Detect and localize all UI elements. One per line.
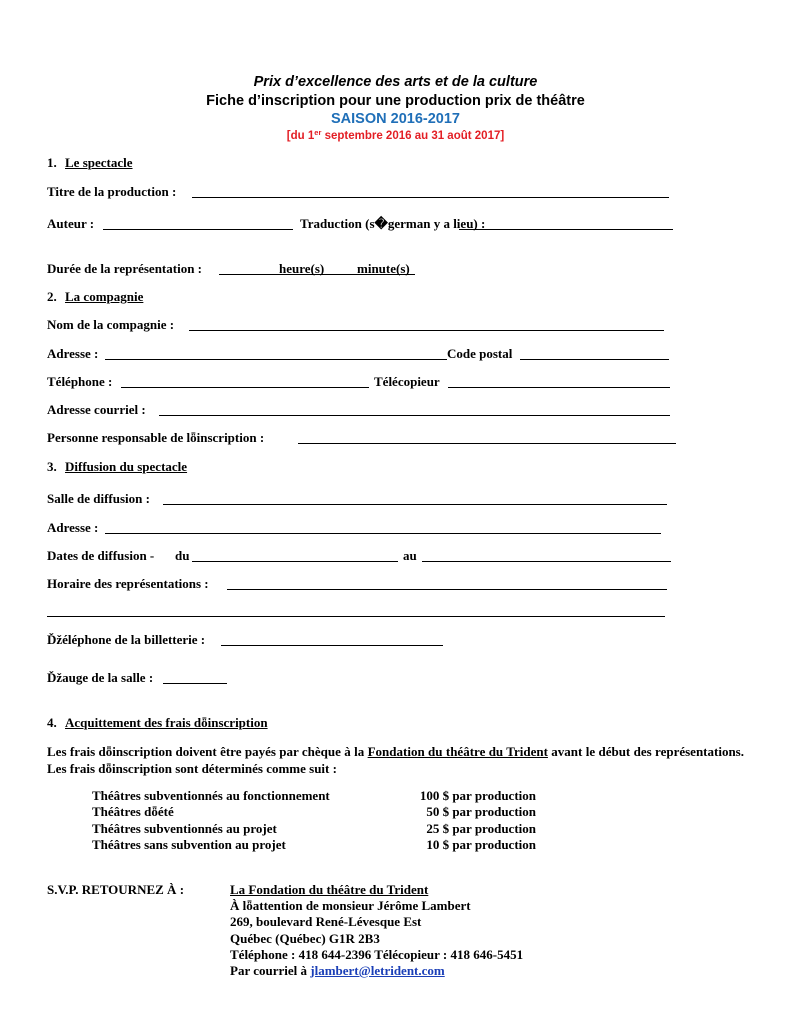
return-attention: À lȫattention de monsieur Jérôme Lambert xyxy=(230,898,471,913)
section-title: La compagnie xyxy=(65,289,144,304)
jauge-label: Ďžauge de la salle : xyxy=(47,670,154,685)
minutes-label: minute(s) xyxy=(357,261,410,276)
courriel-field[interactable] xyxy=(159,415,670,416)
billetterie-field[interactable] xyxy=(221,645,443,646)
fee-label: Théâtres sans subvention au projet xyxy=(92,837,286,852)
adresse-row xyxy=(47,346,744,362)
responsable-row xyxy=(47,430,744,446)
return-organization xyxy=(230,882,428,899)
dates-label: Dates de diffusion - xyxy=(47,548,155,563)
date-start-field[interactable] xyxy=(192,561,398,562)
season-title: SAISON 2016-2017 xyxy=(331,111,460,127)
billetterie-label: Ďžéléphone de la billetterie : xyxy=(47,632,206,647)
auteur-row xyxy=(47,216,744,232)
code-postal-label: Code postal xyxy=(447,346,513,361)
responsable-label: Personne responsable de lȫinscription : xyxy=(47,430,265,445)
section-title: Le spectacle xyxy=(65,155,133,170)
responsable-field[interactable] xyxy=(298,443,676,444)
fee-label: Théâtres subventionnés au fonctionnement xyxy=(92,788,330,803)
fee-amount: 50 $ par production xyxy=(426,804,536,819)
salle-label: Salle de diffusion : xyxy=(47,491,150,506)
billetterie-row xyxy=(47,632,744,648)
hours-label: heure(s) xyxy=(279,261,325,276)
section-number: 1. xyxy=(47,155,57,170)
email-link[interactable]: jlambert@letrident.com xyxy=(310,963,445,978)
salle-adresse-field[interactable] xyxy=(105,533,661,534)
duree-row xyxy=(47,261,744,277)
fees-paragraph xyxy=(47,743,744,777)
return-org-name: La Fondation du théâtre du Trident xyxy=(230,882,429,897)
au-label: au xyxy=(403,548,417,563)
section-number: 3. xyxy=(47,459,57,474)
adresse-field[interactable] xyxy=(105,359,447,360)
compagnie-row xyxy=(47,317,744,333)
traduction-field[interactable] xyxy=(459,229,673,230)
salle-adresse-row xyxy=(47,520,744,536)
form-supertitle: Prix d’excellence des arts et de la culture xyxy=(253,74,538,90)
courriel-label: Adresse courriel : xyxy=(47,402,146,417)
telephone-label: Téléphone : xyxy=(47,374,113,389)
fees-text-b: avant le début des représentations. Les frais dȫinscription sont déterminés comme suit : xyxy=(47,744,744,776)
salle-adresse-label: Adresse : xyxy=(47,520,99,535)
telephone-field[interactable] xyxy=(121,387,369,388)
section-3-heading xyxy=(47,459,187,475)
adresse-label: Adresse : xyxy=(47,346,99,361)
traduction-label: Traduction (s�german y a lieu) : xyxy=(300,216,486,231)
telecopieur-field[interactable] xyxy=(448,387,670,388)
horaire-extra-row xyxy=(47,603,744,619)
horaire-field[interactable] xyxy=(227,589,667,590)
horaire-label: Horaire des représentations : xyxy=(47,576,209,591)
compagnie-field[interactable] xyxy=(189,330,664,331)
auteur-field[interactable] xyxy=(103,229,293,230)
salle-row xyxy=(47,491,744,507)
fee-amount: 25 $ par production xyxy=(426,821,536,836)
dates-row xyxy=(47,548,744,564)
return-label: S.V.P. RETOURNEZ À : xyxy=(47,882,185,897)
fondation-name: Fondation du théâtre du Trident xyxy=(367,744,548,759)
titre-row xyxy=(47,184,744,200)
fees-text-a: Les frais dȫinscription doivent être payés par chèque à la xyxy=(47,744,368,759)
salle-field[interactable] xyxy=(163,504,667,505)
fee-amount: 10 $ par production xyxy=(426,837,536,852)
return-street: 269, boulevard René-Lévesque Est xyxy=(230,914,422,929)
fee-label: Théâtres dȫété xyxy=(92,804,174,819)
section-4-heading xyxy=(47,715,268,731)
horaire-extra-field[interactable] xyxy=(47,616,665,617)
duree-label: Durée de la représentation : xyxy=(47,261,203,276)
period-end: septembre 2016 au 31 août 2017] xyxy=(321,130,505,142)
section-number: 2. xyxy=(47,289,57,304)
email-prefix: Par courriel à xyxy=(230,963,311,978)
jauge-row xyxy=(47,670,744,686)
du-label: du xyxy=(175,548,190,563)
titre-label: Titre de la production : xyxy=(47,184,177,199)
form-title: Fiche d’inscription pour une production prix de théâtre xyxy=(206,93,585,109)
return-city: Québec (Québec) G1R 2B3 xyxy=(230,931,380,946)
section-1-heading xyxy=(47,155,133,171)
titre-field[interactable] xyxy=(192,197,669,198)
period-superscript: er xyxy=(314,128,322,137)
section-title: Acquittement des frais dȫinscription xyxy=(65,715,268,730)
compagnie-label: Nom de la compagnie : xyxy=(47,317,175,332)
auteur-label: Auteur : xyxy=(47,216,95,231)
return-email-line xyxy=(230,963,445,980)
telecopieur-label: Télécopieur xyxy=(374,374,440,389)
section-number: 4. xyxy=(47,715,57,730)
season-period xyxy=(0,128,791,142)
fee-label: Théâtres subventionnés au projet xyxy=(92,821,277,836)
date-end-field[interactable] xyxy=(422,561,671,562)
code-postal-field[interactable] xyxy=(520,359,669,360)
section-title: Diffusion du spectacle xyxy=(65,459,188,474)
telephone-row xyxy=(47,374,744,390)
fee-amount: 100 $ par production xyxy=(419,788,536,803)
jauge-field[interactable] xyxy=(163,683,227,684)
horaire-row xyxy=(47,576,744,592)
section-2-heading xyxy=(47,289,143,305)
courriel-row xyxy=(47,402,744,418)
return-phones: Téléphone : 418 644-2396 Télécopieur : 418 646-5451 xyxy=(230,947,524,962)
period-start: [du 1 xyxy=(286,130,315,142)
